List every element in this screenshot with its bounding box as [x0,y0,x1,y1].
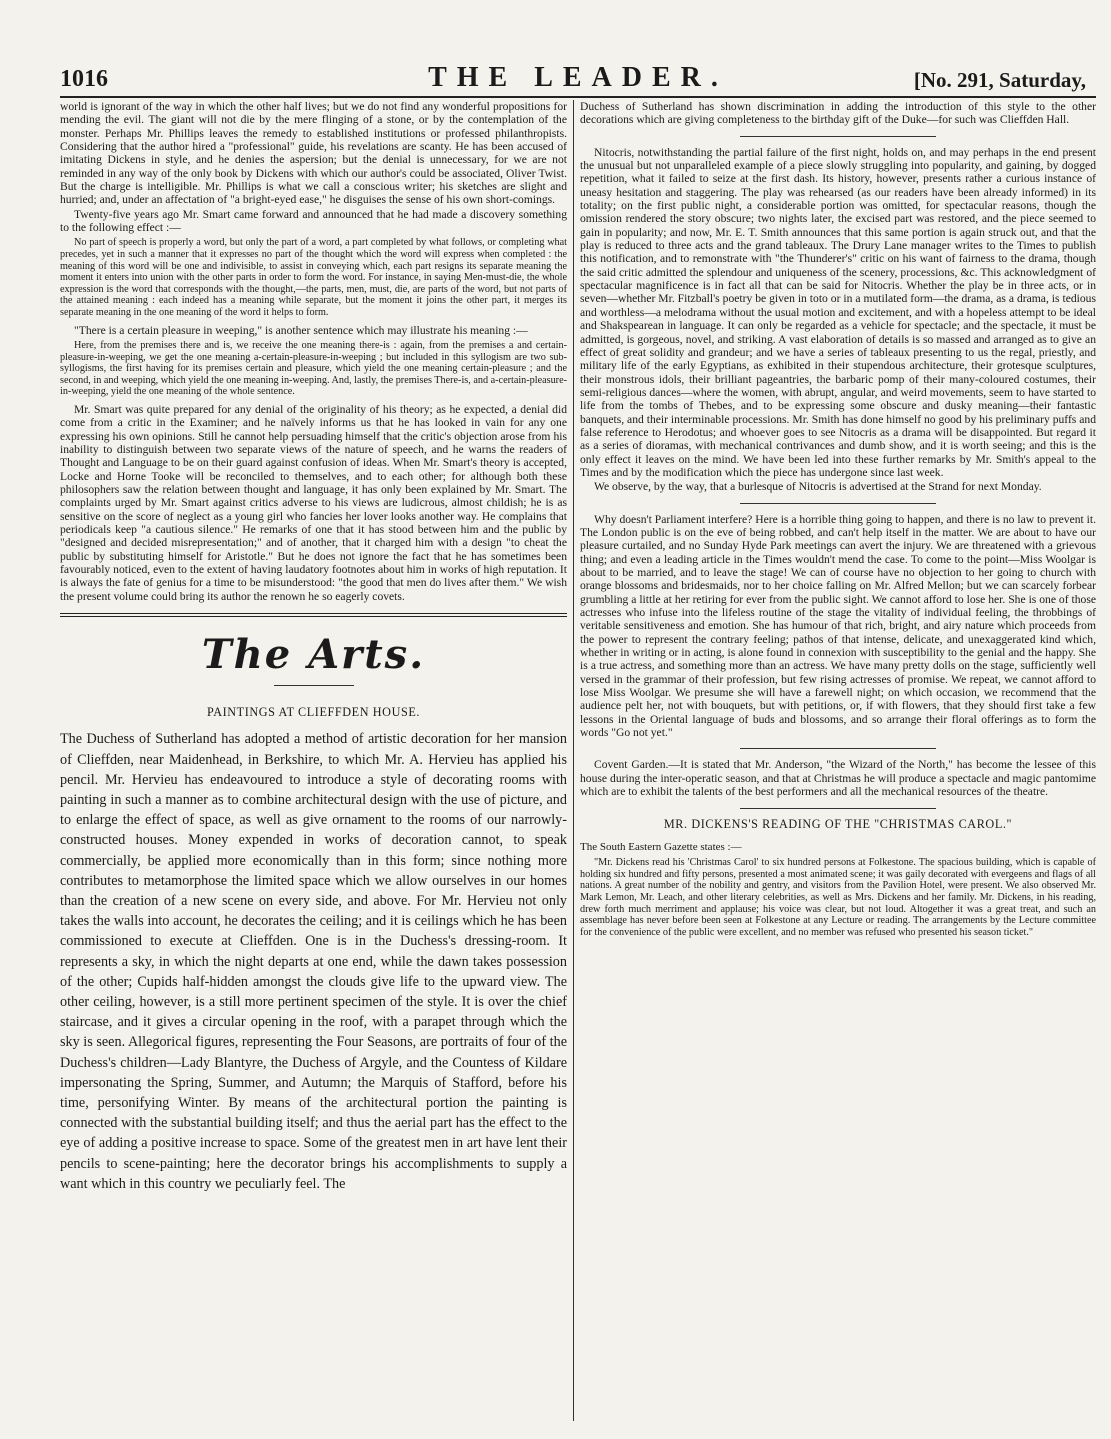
column-divider [573,100,574,1421]
block-quote: No part of speech is properly a word, but only the part of a word, a part completed by what follows, or completing what precedes, yet in such a manner that it expresses no part of the thought which the word will express when completed : the meaning of this word will be one and indivisible, to assist in conveying which, each part resigns its separate meaning the moment it enters into union with the other parts in order to form the word. For instance, in saying Men-must-die, the whole expression is the word that corresponds with the thought,—the parts, men, must, die, are parts of the word, but not parts of the attained meaning : each indeed has a meaning while separate, but the moment it joins the other part, it merges its separate meaning in the one meaning of the word it helps to form. [60,237,567,318]
article-heading: PAINTINGS AT CLIEFFDEN HOUSE. [206,705,421,720]
left-column [60,100,567,1421]
header-rule [60,96,1096,98]
paragraph: "There is a certain pleasure in weeping," is another sentence which may illustrate his meaning :— [74,323,528,337]
page-number: 1016 [60,66,108,92]
article-heading: MR. DICKENS'S READING OF THE "CHRISTMAS CAROL." [663,816,1013,831]
paragraph: Duchess of Sutherland has shown discrimination in adding the introduction of this style to the other decorations which are giving completeness to the birthday gift of the Duke—for such was Clieffden Hall. [580,100,1096,127]
paragraph: Covent Garden.—It is stated that Mr. Anderson, "the Wizard of the North," has become the lessee of this house during the inter-operatic season, and that at Christmas he will produce a spectacle and magic pantomime which are to exhibit the talents of the best performers and all the mechanical resources of the theatre. [580,758,1096,799]
block-quote: Here, from the premises there and is, we receive the one meaning there-is : again, from the premises a and certain-pleasure-in-weeping, we get the one meaning a-certain-pleasure-in-weeping ; but included in this syllogism are two sub-syllogisms, the first having for its premises certain and pleasure, which yield the one meaning certain-pleasure ; and the second, in and weeping, which yield the one meaning in-weeping. And, lastly, the premises There-is, and a-certain-pleasure-in-weeping, yield the one meaning of the whole sentence. [60,339,567,398]
separator [740,808,936,809]
paragraph: Nitocris, notwithstanding the partial failure of the first night, holds on, and may perhaps in the end present the unusual but not unparalleled example of a piece slowly struggling into popularity, and gaining, by dogged repetition, what it failed to seize at the first dash. Its history, however, presents rather a curious instance of uneasy hesitation and staggering. The play was rehearsed (as our readers have been already informed) in its totality; on the first public night, a considerable portion was omitted, for spectacular reasons, though the omission rendered the story obscure; two nights later, the excised part was restored, and the piece seemed to gain in popularity; and now, Mr. E. T. Smith announces that this same portion is again struck out, and that the play is reduced to three acts and the grand tableaux. The Drury Lane manager writes to the Times to publish this notification, and to remonstrate with "the Thunderer's" critic on his want of fairness to the drama, though the said critic admitted the splendour and uniqueness of the scenery, processions, &c. This acknowledgment of spectacular magnificence is in fact all that can be said for Nitocris. Whether the play be in three acts, or in seven—whether Mr. Fitzball's poetry be given in toto or in a mutilated form—the drama, as a drama, is tedious and worthless—a melodrama without the usual motion and excitement, and with a hopeless attempt to be ideal and Shakspearean in language. It can only be regarded as a vehicle for spectacle; and the spectacle, it must be admitted, is gorgeous, novel, and striking. A vast elaboration of details is so massed and arranged as to give an effect of great solidity and grandeur; and we have a series of tableaux presenting to us the regal, priestly, and military life of the early Egyptians, as exhibited in their stupendous architecture, their grotesque sculptures, their monstrous idols, their brilliant pageantries, the barbaric pomp of their many-coloured costumes, their semi-religious dances—where the women, with abrupt, angular, and weird movements, seem to have started to life from the tombs of Thebes, and to be expressing some obscure and dusky meaning—their fantastic banquets, and their interminable processions. Mr. Smith has done himself no good by his preliminary puffs and false reference to Herodotus; and whoever goes to see Nitocris as a drama will be disappointed. But regard it as a series of dioramas, with mechanical contrivances and dumb show, and it is worth seeing; and this is the only effect it leaves on the mind. We have been led into these further remarks by Mr. Smith's appeal to the Times and by the modification which the piece has undergone since last week. [580,145,1096,479]
paragraph: Twenty-five years ago Mr. Smart came forward and announced that he had made a discovery something to the following effect :— [60,207,567,235]
block-quote: "Mr. Dickens read his 'Christmas Carol' to six hundred persons at Folkestone. The spacious building, which is capable of holding six hundred and fifty persons, presented a most animated scene; it was gaily decorated with evergeens and flags of all nations. A great number of the nobility and gentry, and visitors from the Pavilion Hotel, were present. We also observed Mr. Mark Lemon, Mr. Leach, and other literary celebrities, as well as Mrs. Dickens and her family. Mr. Dickens, in his reading, drew forth much merriment and applause; his voice was clear, but not loud. Altogether it was a great treat, and such an assemblage has never before been seen at Folkestone at any Lecture or reading. The arrangements by the Lecture committee for the convenience of the public were excellent, and no member was refused who presented his season ticket." [580,857,1096,938]
right-column [580,100,1096,1421]
separator [740,748,936,749]
paragraph: Why doesn't Parliament interfere? Here is a horrible thing going to happen, and there is no law to prevent it. The London public is on the eve of being robbed, and can't help itself in the matter. We are about to have our pleasure curtailed, and no Sunday Hyde Park meetings can avert the injury. We are threatened with a grievous thing; and even a leading article in the Times wouldn't mend the case. To come to the point—Miss Woolgar is about to be married, and to leave the stage! We can of course have no objection to her going to church with orange blossoms and bridesmaids, nor to her choice falling on Mr. Alfred Mellon; but we can scarcely forbear grumbling a little at her retiring for ever from the public sight. We cannot afford to lose her. She is one of those actresses who infuse into the lifeless routine of the stage the vitality of individual feeling, the throbbings of veritable sensitiveness and emotion. She has humour of that rich, bright, and airy nature which proceeds from the power to represent the contrary feeling; pathos of that intense, delicate, and unexaggerated kind which, whether in writing or in acting, is alone found in connexion with susceptibility to the genial and the happy. She is a true actress, and something more than an actress. We have many pretty dolls on the stage, sufficiently well versed in the grammar of their profession, but few rising actresses of promise. We repeat, we cannot afford to lose Miss Woolgar. We presume she will have a farewell night; on which occasion, we recommend that the audience pelt her, not with bouquets, but with petitions, or, if with flowers, that they should first take a few lessons in the Oriental language of buds and blossoms, and so arrange their floral offerings as to form the words "Go not yet." [580,512,1096,740]
separator [740,503,936,504]
paragraph: Mr. Smart was quite prepared for any denial of the originality of his theory; as he expected, a denial did come from a critic in the Examiner; and he naïvely informs us that he has looked in vain for any one expressing his own opinions. Still he cannot help persuading himself that the critic's objection arose from his inability to distinguish between two separate views of the nature of speech, and he warns the readers of Thought and Language to be on their guard against confusion of ideas. When Mr. Smart's theory is accepted, Locke and Horne Tooke will be reconciled to themselves, and to each other; for although both these philosophers saw the relation between thought and language, it has only been explained by Mr. Smart. The complaints urged by Mr. Smart against critics adverse to his views are ludicrous, almost childish; he is as sensitive on the score of neglect as a young girl who fancies her lover looks another way. He complains that periodicals keep "a cautious silence." He remarks of one that it has stood between him and the public by "designed and decided misrepresentation;" and of another, that it charged him with a design "to cheat the public by substituting himself for Aristotle." But he does not ignore the fact that he has sometimes been favourably noticed, even to the extent of having laudatory footnotes about him in works of high reputation. It is always the fate of genius for a time to be misunderstood: "the good that men do lives after them." We wish the present volume could bring its author the renown he so eagerly covets. [60,402,567,603]
paragraph: world is ignorant of the way in which the other half lives; but we do not find any wonderful propositions for mending the evil. The giant will not die by the mere flinging of a stone, or by the contemplation of the monster. Perhaps Mr. Phillips leaves the remedy to established institutions or professed philanthropists. Considering that the author hired a "professional" guide, his revelations are scanty. He has been accused of imitating Dickens in style, and he denies the aspersion; but the denial is unnecessary, for we are not reminded in any way of the only book by Dickens with which our author's could be associated, Oliver Twist. But the charge is intelligible. Mr. Phillips is what we call a conscious writer; his sketches are slight and hurried; and, under an affectation of "a bright-eyed ease," he disguises the sense of his own short-comings. [60,100,567,207]
section-title: The Arts. [201,631,426,679]
issue-number: [No. 291, Saturday, [913,68,1086,92]
page-header [60,62,1096,96]
paragraph: The Duchess of Sutherland has adopted a method of artistic decoration for her mansion of Clieffden, near Maidenhead, in Berkshire, to which Mr. A. Hervieu has applied his pencil. Mr. Hervieu has endeavoured to introduce a style of decorating rooms with painting in such a manner as to combine architectural design with the use of picture, and to enlarge the effect of space, as well as give ornament to the rooms of our narrowly-constructed houses. Money expended in works of decoration cannot, to speak commercially, be applied more economically than in this form; since nothing more contributes to metamorphose the limited space which we allow ourselves in our homes than the creation of a new scene on every side, and above. For Mr. Hervieu not only takes the walls into account, he decorates the ceiling; and it is ceilings which he has been commissioned to execute at Clieffden. One is in the Duchess's dressing-room. It represents a sky, in which the night departs at one end, while the dawn takes possession of the other; Cupids half-hidden amongst the clouds give life to the upward view. The other ceiling, however, is a still more pertinent specimen of the style. It is over the chief staircase, and it gives a circular opening in the roof, with a parapet through which the sky is seen. Allegorical figures, representing the Four Seasons, are portraits of four of the Duchess's children—Lady Blantyre, the Duchess of Argyle, and the Countess of Kildare impersonating the Spring, Summer, and Autumn; the Marquis of Stafford, before his time, personifying Winter. By means of the architectural portion the painting is connected with the substantial building itself; and thus the aerial part has the effect to the eye of adding a positive increase to space. Some of the greatest men in art have lent their pencils to scene-painting; here the decorator brings his accomplishments to supply a want which in this country we peculiarly feel. The [60,731,567,1192]
source-line: The South Eastern Gazette states :— [580,840,742,853]
section-divider [60,613,567,617]
title-rule [274,685,354,686]
masthead: THE LEADER. [428,62,728,93]
separator [740,136,936,137]
paragraph: We observe, by the way, that a burlesque of Nitocris is advertised at the Strand for next Monday. [594,480,1042,494]
